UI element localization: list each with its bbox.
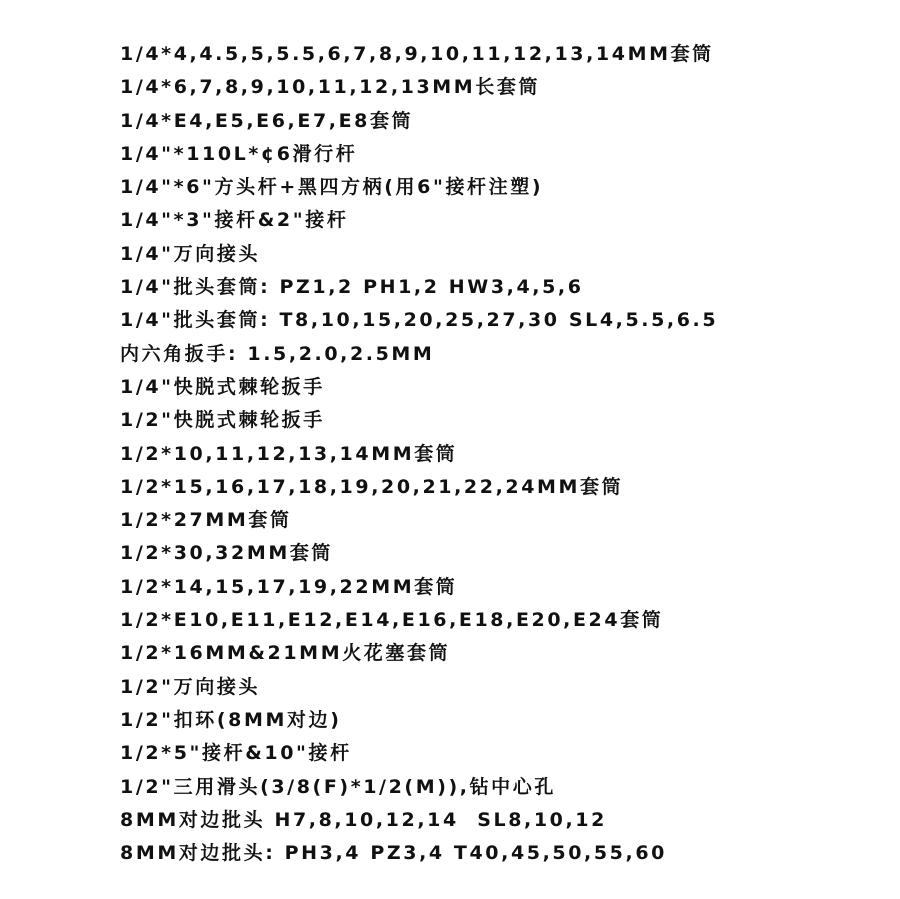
- list-line: 1/4"万向接头: [120, 242, 261, 265]
- list-line: 1/2"扣环(8MM对边): [120, 708, 342, 731]
- list-line: 1/2*5"接杆&10"接杆: [120, 742, 352, 765]
- list-line: 1/4"*3"接杆&2"接杆: [120, 209, 349, 232]
- list-line: 1/2"万向接头: [120, 675, 261, 698]
- list-line: 1/2*16MM&21MM火花塞套筒: [120, 642, 451, 665]
- list-line: 8MM对边批头 H7,8,10,12,14 SL8,10,12: [120, 808, 607, 831]
- parts-list: [120, 38, 890, 870]
- list-line: 1/2*14,15,17,19,22MM套筒: [120, 575, 458, 598]
- list-line: 1/4*4,4.5,5,5.5,6,7,8,9,10,11,12,13,14MM套筒: [120, 43, 714, 65]
- list-line: 1/2*E10,E11,E12,E14,E16,E18,E20,E24套筒: [120, 609, 664, 632]
- list-line: 1/4"*6"方头杆+黑四方柄(用6"接杆注塑): [120, 176, 544, 199]
- list-line: 8MM对边批头: PH3,4 PZ3,4 T40,45,50,55,60: [120, 842, 667, 865]
- list-line: 1/4"批头套筒: T8,10,15,20,25,27,30 SL4,5.5,6.5: [120, 309, 719, 332]
- list-line: 1/4"*110L*¢6滑行杆: [120, 142, 358, 165]
- list-line: 1/4*E4,E5,E6,E7,E8套筒: [120, 109, 414, 132]
- list-line: 1/4"批头套筒: PZ1,2 PH1,2 HW3,4,5,6: [120, 276, 584, 299]
- list-line: 内六角扳手: 1.5,2.0,2.5MM: [120, 342, 435, 365]
- list-line: 1/2*10,11,12,13,14MM套筒: [120, 442, 458, 465]
- list-line: 1/2"快脱式棘轮扳手: [120, 409, 325, 432]
- list-line: 1/2*27MM套筒: [120, 509, 292, 532]
- list-line: 1/2*15,16,17,18,19,20,21,22,24MM套筒: [120, 475, 624, 498]
- list-line: 1/2"三用滑头(3/8(F)*1/2(M)),钻中心孔: [120, 775, 556, 798]
- list-line: 1/2*30,32MM套筒: [120, 542, 334, 565]
- list-line: 1/4*6,7,8,9,10,11,12,13MM长套筒: [120, 76, 541, 99]
- list-line: 1/4"快脱式棘轮扳手: [120, 375, 325, 398]
